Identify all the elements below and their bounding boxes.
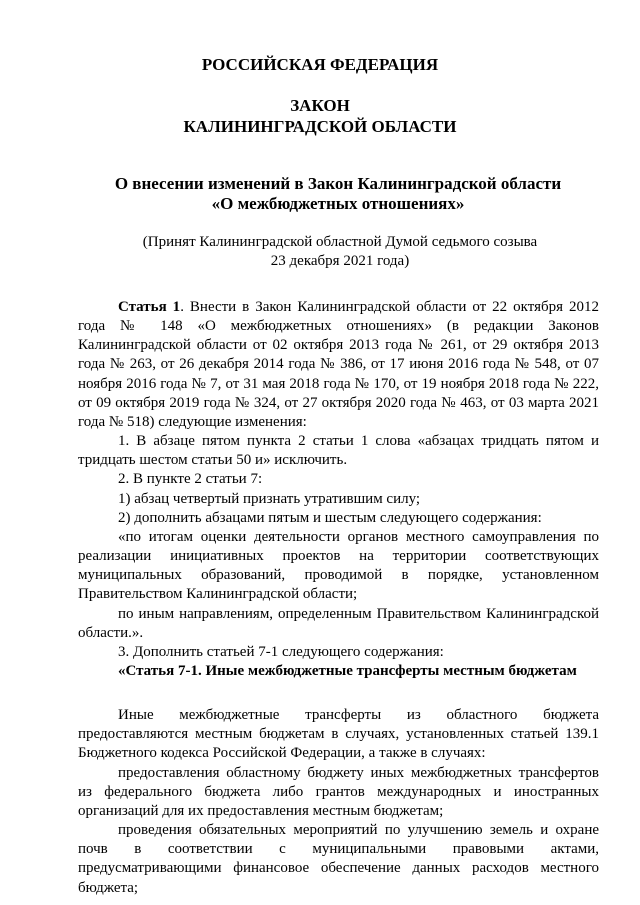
document-body <box>78 298 599 898</box>
quoted-paragraph-1: «по итогам оценки деятельности органов местного самоуправления по реализации инициативных проектов на территории соответствующих муниципальных образований, проводимой в порядке, установленном Правительством Калининградской области; <box>78 528 599 603</box>
law-title-line1: О внесении изменений в Закон Калининградской области <box>114 174 562 193</box>
quoted-paragraph-2: по иным направлениям, определенным Правительством Калининградской области.». <box>78 605 599 641</box>
country-heading: РОССИЙСКАЯ ФЕДЕРАЦИЯ <box>201 55 439 74</box>
article-1-text: . Внести в Закон Калининградской области от 22 октября 2012 года № 148 «О межбюджетных отношениях» (в редакции Законов Калининградской области от 02 октября 2013 года № 261, от 29 октября 2013 года № 263, от 26 декабря 2014 года № 386, от 17 июня 2016 года № 548, от 07 ноября 2016 года № 7, от 31 мая 2018 года № 170, от 19 ноября 2018 года № 222, от 09 октября 2019 года № 324, от 27 октября 2020 года № 463, от 03 марта 2021 года № 518) следующие изменения: <box>78 299 599 430</box>
article-7-1-paragraph-2: предоставления областному бюджету иных межбюджетных трансфертов из федерального бюджета либо грантов международных и иностранных организаций для их предоставления местным бюджетам; <box>78 764 599 819</box>
law-title-line2: «О межбюджетных отношениях» <box>211 194 465 213</box>
subitem-2-paragraph: 2) дополнить абзацами пятым и шестым следующего содержания: <box>118 509 542 526</box>
spacer <box>78 681 599 706</box>
item-1-paragraph: 1. В абзаце пятом пункта 2 статьи 1 слова «абзацах тридцать пятом и тридцать шестом статьи 50 и» исключить. <box>78 433 599 469</box>
law-heading <box>0 95 640 137</box>
article-7-1-paragraph-1: Иные межбюджетные трансферты из областного бюджета предоставляются местным бюджетам в случаях, установленных статьей 139.1 Бюджетного кодекса Российской Федерации, а также в случаях: <box>78 707 599 762</box>
article-1-label: Статья 1 <box>118 299 181 315</box>
adoption-note-line1: (Принят Калининградской областной Думой седьмого созыва <box>142 234 538 250</box>
article-1-paragraph <box>78 298 599 432</box>
item-2-paragraph: 2. В пункте 2 статьи 7: <box>118 471 263 488</box>
subitem-1-paragraph: 1) абзац четвертый признать утратившим силу; <box>118 490 421 507</box>
law-title <box>0 174 640 214</box>
adoption-note-line2: 23 декабря 2021 года) <box>270 253 410 269</box>
law-heading-line1: ЗАКОН <box>290 96 350 115</box>
article-7-1-heading-text: «Статья 7-1. Иные межбюджетные трансферты местным бюджетам <box>118 662 577 679</box>
item-3-paragraph: 3. Дополнить статьей 7-1 следующего содержания: <box>118 643 444 660</box>
adoption-note <box>0 233 640 271</box>
law-heading-line2: КАЛИНИНГРАДСКОЙ ОБЛАСТИ <box>183 117 457 136</box>
article-7-1-heading <box>78 662 599 681</box>
article-7-1-paragraph-3: проведения обязательных мероприятий по улучшению земель и охране почв в соответствии с муниципальными правовыми актами, предусматривающими финансовое обеспечение данных расходов местного бюджета; <box>78 822 599 896</box>
